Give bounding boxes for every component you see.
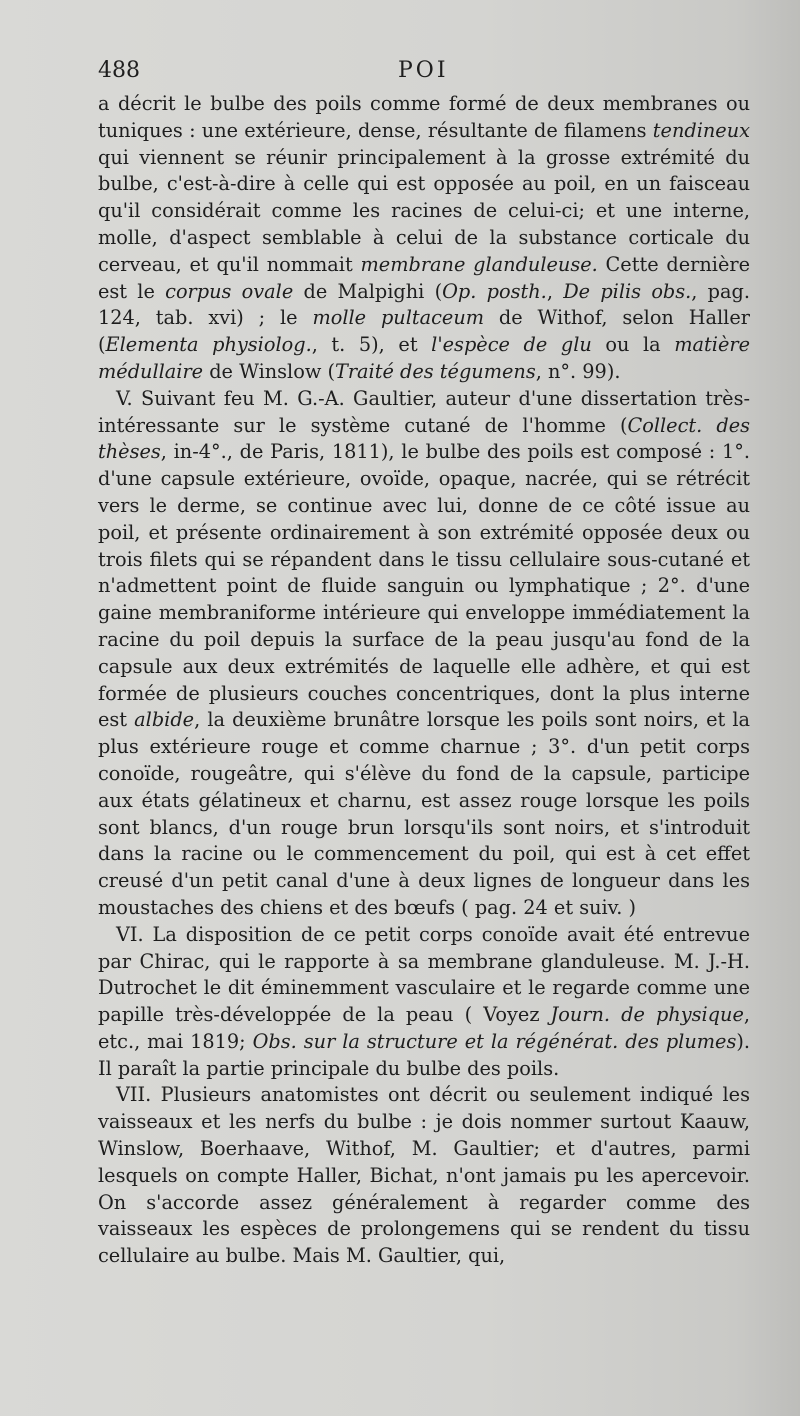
- italic-text: tendineux: [652, 118, 750, 142]
- italic-text: molle pultaceum: [312, 306, 485, 330]
- text-run: ). Il paraît la partie principale du bulbe des poils.: [98, 1029, 750, 1080]
- text-run: , la deuxième brunâtre lorsque les poils sont noirs, et la plus extérieure rouge et comme charnue ; 3°. d'un petit corps conoïde, rougeâtre, qui s'élève du fond de la capsule, participe aux états gélatineux et charnu, est assez rouge lorsque les poils sont blancs, d'un rouge brun lorsqu'ils sont noirs, et s'introduit dans la racine ou le commencement du poil, qui est à cet effet creusé d'un petit canal d'une à deux lignes de longueur dans les moustaches des chiens et des bœufs ( pag. 24 et suiv. ): [98, 708, 751, 919]
- italic-text: corpus ovale: [165, 279, 294, 303]
- text-run: , pag. 124, tab. xvi) ; le: [98, 279, 750, 330]
- text-run: ou la: [591, 333, 675, 357]
- text-run: , etc., mai 1819;: [98, 1003, 750, 1053]
- paragraph-p3: [98, 922, 750, 1083]
- italic-text: De pilis obs.: [563, 279, 692, 303]
- body-text: [98, 91, 750, 1270]
- text-run: ,: [546, 279, 564, 303]
- italic-text: l'espèce de glu: [431, 333, 592, 357]
- paragraph-p4: [98, 1082, 750, 1270]
- page-number: 488: [98, 58, 140, 83]
- italic-text: Op. posth.: [442, 279, 547, 303]
- text-run: VI. La disposition de ce petit corps conoïde avait été entrevue par Chirac, qui le rapporte à sa membrane glanduleuse. M. J.-H. Dutrochet le dit éminemment vasculaire et le regarde comme une papille très-développée de la peau ( Voyez: [98, 922, 750, 1027]
- text-run: , t. 5), et: [311, 333, 432, 357]
- italic-text: membrane glanduleuse.: [360, 252, 598, 276]
- text-run: VII. Plusieurs anatomistes ont décrit ou seulement indiqué les vaisseaux et les nerfs du bulbe : je dois nommer surtout Kaauw, Winslow, Boerhaave, Withof, M. Gaultier; et d'autres, parmi lesquels on compte Haller, Bichat, n'ont jamais pu les apercevoir. On s'accorde assez généralement à regarder comme des vaisseaux les espèces de prolongemens qui se rendent du tissu cellulaire au bulbe. Mais M. Gaultier, qui,: [98, 1083, 750, 1268]
- italic-text: Elementa physiolog.: [105, 333, 312, 357]
- text-run: a décrit le bulbe des poils comme formé de deux membranes ou tuniques : une extérieure, dense, résultante de filamens: [98, 92, 750, 142]
- text-run: de Withof, selon Haller (: [98, 306, 750, 357]
- running-head: POI: [398, 58, 449, 83]
- paragraph-p1: [98, 91, 750, 386]
- text-run: , n°. 99).: [535, 359, 621, 383]
- italic-text: Traité des tégumens: [334, 359, 536, 383]
- italic-text: Obs. sur la structure et la régénérat. des plumes: [252, 1029, 737, 1053]
- paragraph-p2: [98, 386, 750, 922]
- text-run: V. Suivant feu M. G.-A. Gaultier, auteur d'une dissertation très-intéressante sur le système cutané de l'homme (: [98, 386, 750, 437]
- italic-text: matière médullaire: [98, 333, 750, 383]
- text-run: de Malpighi (: [293, 279, 443, 303]
- italic-text: Collect. des thèses: [98, 413, 750, 464]
- text-run: , in-4°., de Paris, 1811), le bulbe des poils est composé : 1°. d'une capsule extérieure, ovoïde, opaque, nacrée, qui se rétrécit vers le derme, se continue avec lui, donne de ce côté issue au poil, et présente ordinairement à son extrémité opposée deux ou trois filets qui se répandent dans le tissu cellulaire sous-cutané et n'admettent point de fluide sanguin ou lymphatique ; 2°. d'une gaine membraniforme intérieure qui enveloppe immédiatement la racine du poil depuis la surface de la peau jusqu'au fond de la capsule aux deux extrémités de laquelle elle adhère, et qui est formée de plusieurs couches concentriques, dont la plus interne est: [98, 440, 750, 732]
- text-run: qui viennent se réunir principalement à la grosse extrémité du bulbe, c'est-à-dire à celle qui est opposée au poil, en un faisceau qu'il considérait comme les racines de celui-ci; et une interne, molle, d'aspect semblable à celui de la substance corticale du cerveau, et qu'il nommait: [98, 145, 750, 276]
- page-header: [98, 58, 758, 88]
- text-run: de Winslow (: [203, 359, 335, 383]
- text-run: Cette dernière est le: [98, 252, 751, 303]
- italic-text: Journ. de physique: [550, 1003, 744, 1027]
- italic-text: albide: [134, 708, 195, 732]
